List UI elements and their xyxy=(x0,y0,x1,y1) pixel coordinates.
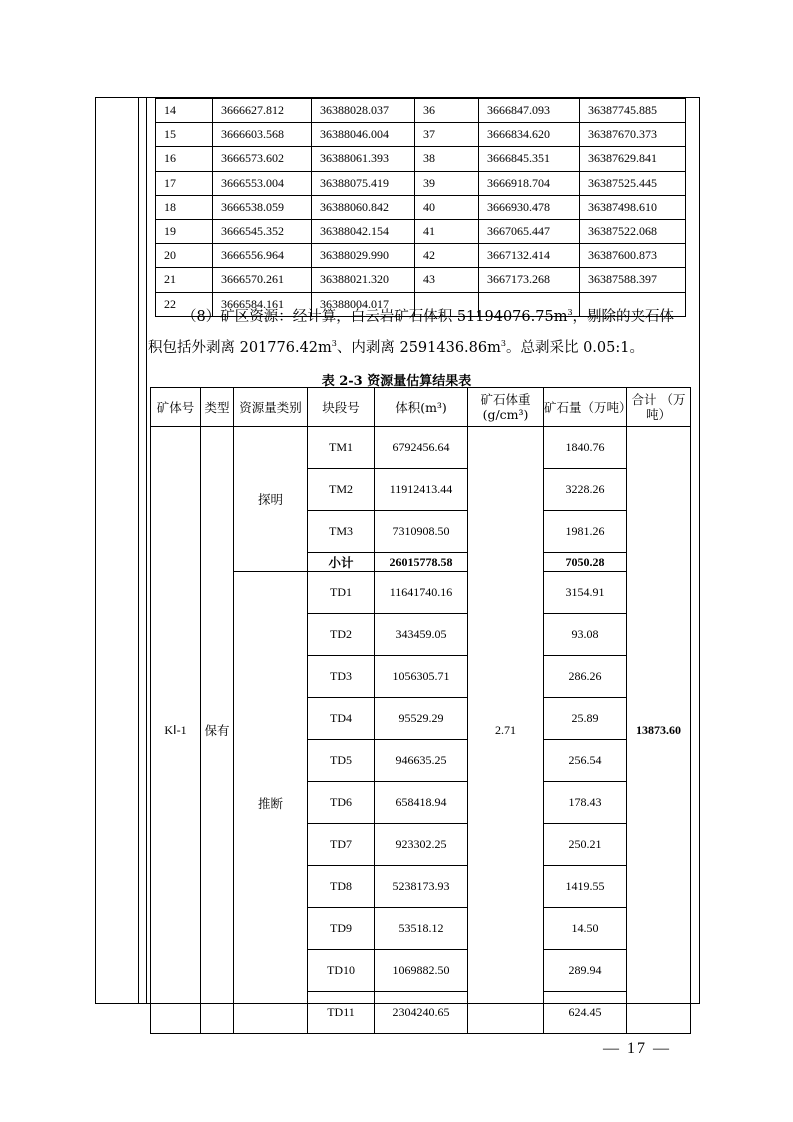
ore-amount-cell: 624.45 xyxy=(544,992,627,1034)
table-cell: 18 xyxy=(156,195,213,219)
subtotal-volume: 26015778.58 xyxy=(375,553,468,572)
table-cell: 36387600.873 xyxy=(580,244,686,268)
subtotal-label: 小计 xyxy=(308,553,375,572)
table-cell: 43 xyxy=(415,268,479,292)
table-cell: 3666603.568 xyxy=(213,123,312,147)
table-cell: 36388028.037 xyxy=(312,99,415,123)
ore-amount-cell: 1840.76 xyxy=(544,427,627,469)
table-cell: 21 xyxy=(156,268,213,292)
ore-amount-cell: 286.26 xyxy=(544,656,627,698)
table-cell: 36 xyxy=(415,99,479,123)
volume-cell: 11912413.44 xyxy=(375,469,468,511)
table-row xyxy=(156,171,686,195)
table-cell: 39 xyxy=(415,171,479,195)
subtotal-ore: 7050.28 xyxy=(544,553,627,572)
table-row xyxy=(156,123,686,147)
block-cell: TD10 xyxy=(308,950,375,992)
block-cell: TM2 xyxy=(308,469,375,511)
table-cell: 36387670.373 xyxy=(580,123,686,147)
header-ore-amount: 矿石量（万吨） xyxy=(544,388,627,427)
table-row xyxy=(156,244,686,268)
coordinate-table xyxy=(155,98,686,317)
ore-amount-cell: 3228.26 xyxy=(544,469,627,511)
ore-amount-cell: 256.54 xyxy=(544,740,627,782)
type-cell: 保有 xyxy=(201,427,234,1034)
density-cell: 2.71 xyxy=(468,427,544,1034)
table-cell: 3667132.414 xyxy=(479,244,580,268)
header-volume: 体积(m³) xyxy=(375,388,468,427)
header-total: 合计 （万吨） xyxy=(627,388,691,427)
table-row xyxy=(156,147,686,171)
table-cell: 16 xyxy=(156,147,213,171)
ore-body-cell: KⅠ-1 xyxy=(151,427,201,1034)
header-type: 类型 xyxy=(201,388,234,427)
table-cell: 36388042.154 xyxy=(312,219,415,243)
table-cell: 37 xyxy=(415,123,479,147)
table-cell: 3666930.478 xyxy=(479,195,580,219)
table-cell: 3666573.602 xyxy=(213,147,312,171)
table-cell: 19 xyxy=(156,219,213,243)
frame-divider-left xyxy=(138,97,139,1004)
ore-amount-cell: 289.94 xyxy=(544,950,627,992)
ore-amount-cell: 250.21 xyxy=(544,824,627,866)
table-cell: 3666918.704 xyxy=(479,171,580,195)
table-cell: 36387522.068 xyxy=(580,219,686,243)
category-inferred-cell: 推断 xyxy=(234,572,308,1034)
header-ore-body: 矿体号 xyxy=(151,388,201,427)
header-category: 资源量类别 xyxy=(234,388,308,427)
volume-cell: 658418.94 xyxy=(375,782,468,824)
table-cell: 36387525.445 xyxy=(580,171,686,195)
block-cell: TD8 xyxy=(308,866,375,908)
total-cell: 13873.60 xyxy=(627,427,691,1034)
volume-cell: 1056305.71 xyxy=(375,656,468,698)
volume-cell: 946635.25 xyxy=(375,740,468,782)
table-cell: 36387588.397 xyxy=(580,268,686,292)
table-caption: 表 2-3 资源量估算结果表 xyxy=(321,374,472,389)
table-cell: 36387629.841 xyxy=(580,147,686,171)
resource-paragraph-line2: 积包括外剥离 $201776.42m^3$、内剥离 $2591436.86m^3$。总剥采比 0.05:1。 xyxy=(148,339,644,356)
block-cell: TD3 xyxy=(308,656,375,698)
block-cell: TD5 xyxy=(308,740,375,782)
block-cell: TM1 xyxy=(308,427,375,469)
table-cell: 3666553.004 xyxy=(213,171,312,195)
volume-cell: 11641740.16 xyxy=(375,572,468,614)
volume-cell: 6792456.64 xyxy=(375,427,468,469)
header-block: 块段号 xyxy=(308,388,375,427)
block-cell: TD6 xyxy=(308,782,375,824)
page-number: — 17 — xyxy=(603,1040,671,1057)
header-density: 矿石体重 (g/cm³) xyxy=(468,388,544,427)
table-cell: 17 xyxy=(156,171,213,195)
ore-amount-cell: 1981.26 xyxy=(544,511,627,553)
volume-cell: 53518.12 xyxy=(375,908,468,950)
block-cell: TD2 xyxy=(308,614,375,656)
table-cell: 3667173.268 xyxy=(479,268,580,292)
table-cell: 36388029.990 xyxy=(312,244,415,268)
table-cell: 3666834.620 xyxy=(479,123,580,147)
table-row xyxy=(156,99,686,123)
volume-cell: 923302.25 xyxy=(375,824,468,866)
table-cell: 38 xyxy=(415,147,479,171)
ore-amount-cell: 14.50 xyxy=(544,908,627,950)
table-cell: 36388061.393 xyxy=(312,147,415,171)
table-cell: 3666538.059 xyxy=(213,195,312,219)
table-cell: 22 xyxy=(156,292,213,316)
table-cell: 3666627.812 xyxy=(213,99,312,123)
volume-cell: 1069882.50 xyxy=(375,950,468,992)
volume-cell: 2304240.65 xyxy=(375,992,468,1034)
ore-amount-cell: 3154.91 xyxy=(544,572,627,614)
block-cell: TD4 xyxy=(308,698,375,740)
resource-estimate-table xyxy=(150,387,691,1034)
table-cell: 3666847.093 xyxy=(479,99,580,123)
table-cell: 14 xyxy=(156,99,213,123)
table-cell: 40 xyxy=(415,195,479,219)
ore-amount-cell: 25.89 xyxy=(544,698,627,740)
table-cell: 42 xyxy=(415,244,479,268)
table-cell: 3666570.261 xyxy=(213,268,312,292)
volume-cell: 343459.05 xyxy=(375,614,468,656)
table-cell: 36388021.320 xyxy=(312,268,415,292)
table-cell: 3666545.352 xyxy=(213,219,312,243)
ore-amount-cell: 1419.55 xyxy=(544,866,627,908)
block-cell: TD7 xyxy=(308,824,375,866)
volume-cell: 5238173.93 xyxy=(375,866,468,908)
table-cell: 41 xyxy=(415,219,479,243)
table-cell: 36388060.842 xyxy=(312,195,415,219)
table-row xyxy=(151,427,691,469)
frame-divider-inner xyxy=(146,97,147,1004)
volume-cell: 95529.29 xyxy=(375,698,468,740)
table-row xyxy=(156,268,686,292)
table-cell: 36387745.885 xyxy=(580,99,686,123)
table-cell: 36387498.610 xyxy=(580,195,686,219)
block-cell: TM3 xyxy=(308,511,375,553)
table-cell: 3666845.351 xyxy=(479,147,580,171)
ore-amount-cell: 93.08 xyxy=(544,614,627,656)
resource-paragraph-line1: （8）矿区资源：经计算，白云岩矿石体积 $51194076.75m^3$，剔除的夹石体 xyxy=(182,308,675,325)
volume-cell: 7310908.50 xyxy=(375,511,468,553)
header-row xyxy=(151,388,691,427)
table-row xyxy=(156,195,686,219)
table-cell: 36388004.017 xyxy=(312,292,415,316)
table-cell: 3666584.161 xyxy=(213,292,312,316)
table-cell: 36388075.419 xyxy=(312,171,415,195)
block-cell: TD11 xyxy=(308,992,375,1034)
table-cell: 20 xyxy=(156,244,213,268)
category-explored-cell: 探明 xyxy=(234,427,308,572)
table-cell: 36388046.004 xyxy=(312,123,415,147)
ore-amount-cell: 178.43 xyxy=(544,782,627,824)
block-cell: TD9 xyxy=(308,908,375,950)
block-cell: TD1 xyxy=(308,572,375,614)
table-row xyxy=(156,219,686,243)
table-cell: 15 xyxy=(156,123,213,147)
table-cell: 3666556.964 xyxy=(213,244,312,268)
table-cell: 3667065.447 xyxy=(479,219,580,243)
